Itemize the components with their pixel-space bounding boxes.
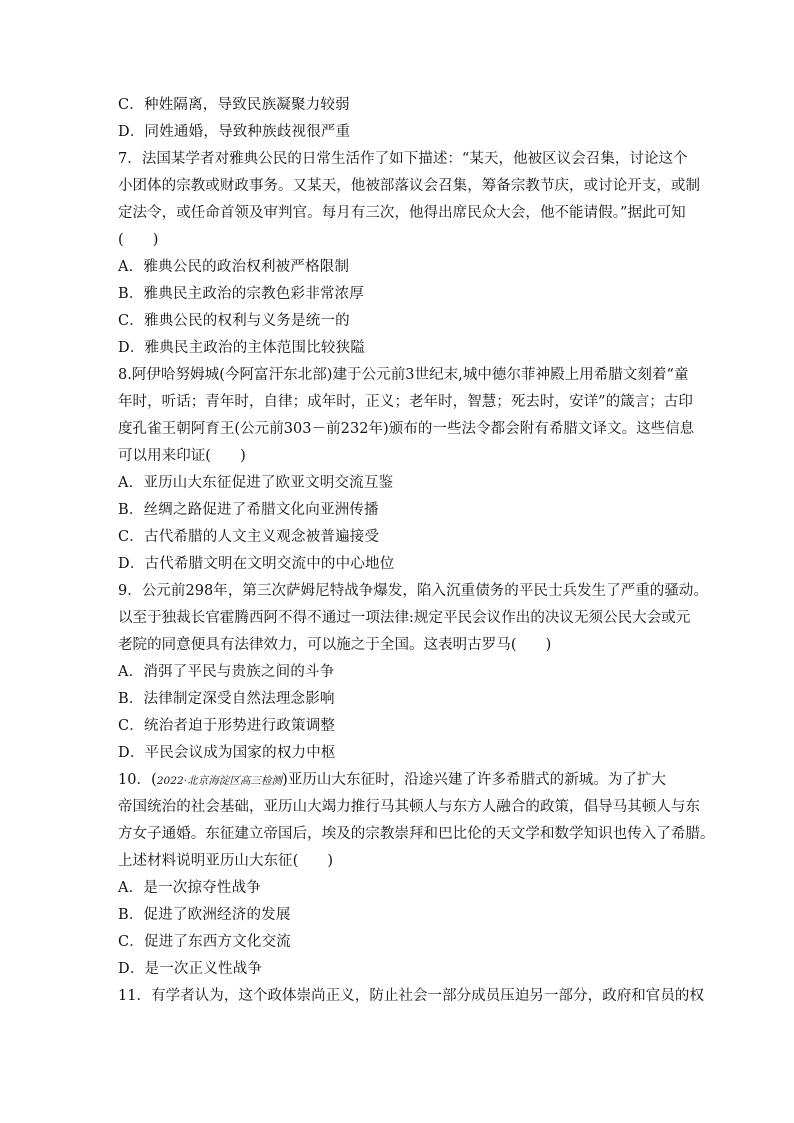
question-stem-line: 帝国统治的社会基础，亚历山大竭力推行马其顿人与东方人融合的政策，倡导马其顿人与东 (118, 799, 700, 815)
question-stem-line: 11．有学者认为，这个政体崇尚正义，防止社会一部分成员压迫另一部分，政府和官员的权 (118, 988, 704, 1004)
question-stem-line: 以至于独裁长官霍腾西阿不得不通过一项法律:规定平民会议作出的决议无须公民大会或元 (118, 610, 691, 626)
question-stem-line (118, 767, 678, 794)
question-number: 10．( (118, 772, 157, 788)
question-stem-line: 上述材料说明亚历山大东征( ) (118, 853, 334, 869)
question-list (118, 92, 715, 1010)
answer-option: A．消弭了平民与贵族之间的斗争 (118, 664, 335, 680)
answer-option: D．古代希腊文明在文明交流中的中心地位 (118, 556, 395, 572)
answer-option: D．平民会议成为国家的权力中枢 (118, 745, 336, 761)
answer-option: B．促进了欧洲经济的发展 (118, 907, 291, 923)
answer-option: C．统治者迫于形势进行政策调整 (118, 718, 336, 734)
answer-option: A．亚历山大东征促进了欧亚文明交流互鉴 (118, 475, 394, 491)
question-stem-line: 7．法国某学者对雅典公民的日常生活作了如下描述：“某天，他被区议会召集，讨论这个 (118, 151, 688, 167)
question-stem-line: ( ) (118, 232, 159, 248)
question-stem-line: 老院的同意便具有法律效力，可以施之于全国。这表明古罗马( ) (118, 637, 552, 653)
source-tag: 2022·北京海淀区高三检测 (156, 775, 283, 787)
answer-option: D．雅典民主政治的主体范围比较狭隘 (118, 340, 366, 356)
answer-option: A．雅典公民的政治权利被严格限制 (118, 259, 350, 275)
answer-option: C．种姓隔离，导致民族凝聚力较弱 (118, 97, 350, 113)
question-text: )亚历山大东征时，沿途兴建了许多希腊式的新城。为了扩大 (282, 772, 667, 788)
question-stem-line: 度孔雀王朝阿育王(公元前303－前232年)颁布的一些法令都会附有希腊文译文。这些信息 (118, 421, 695, 437)
answer-option: B．雅典民主政治的宗教色彩非常浓厚 (118, 286, 365, 302)
question-stem-line: 9．公元前298年，第三次萨姆尼特战争爆发，陷入沉重债务的平民士兵发生了严重的骚动。 (118, 583, 708, 599)
answer-option: B．丝绸之路促进了希腊文化向亚洲传播 (118, 502, 379, 518)
question-stem-line: 可以用来印证( ) (118, 448, 246, 464)
question-stem-line: 定法令，或任命首领及审判官。每月有三次，他得出席民众大会，他不能请假。”据此可知 (118, 205, 686, 221)
answer-option: A．是一次掠夺性战争 (118, 880, 261, 896)
answer-option: D．是一次正义性战争 (118, 961, 263, 977)
answer-option: C．促进了东西方文化交流 (118, 934, 291, 950)
answer-option: C．古代希腊的人文主义观念被普遍接受 (118, 529, 380, 545)
question-stem-line: 年时，听话；青年时，自律；成年时，正义；老年时，智慧；死去时，安详”的箴言；古印 (118, 394, 693, 410)
answer-option: B．法律制定深受自然法理念影响 (118, 691, 335, 707)
answer-option: D．同姓通婚，导致种族歧视很严重 (118, 124, 351, 140)
question-stem-line: 8.阿伊哈努姆城(今阿富汗东北部)建于公元前3世纪末,城中德尔菲神殿上用希腊文刻着“童 (118, 367, 689, 383)
answer-option: C．雅典公民的权利与义务是统一的 (118, 313, 350, 329)
question-stem-line: 小团体的宗教或财政事务。又某天，他被部落议会召集，筹备宗教节庆，或讨论开支，或制 (118, 178, 700, 194)
question-stem-line: 方女子通婚。东征建立帝国后，埃及的宗教崇拜和巴比伦的天文学和数学知识也传入了希腊。 (118, 826, 715, 842)
